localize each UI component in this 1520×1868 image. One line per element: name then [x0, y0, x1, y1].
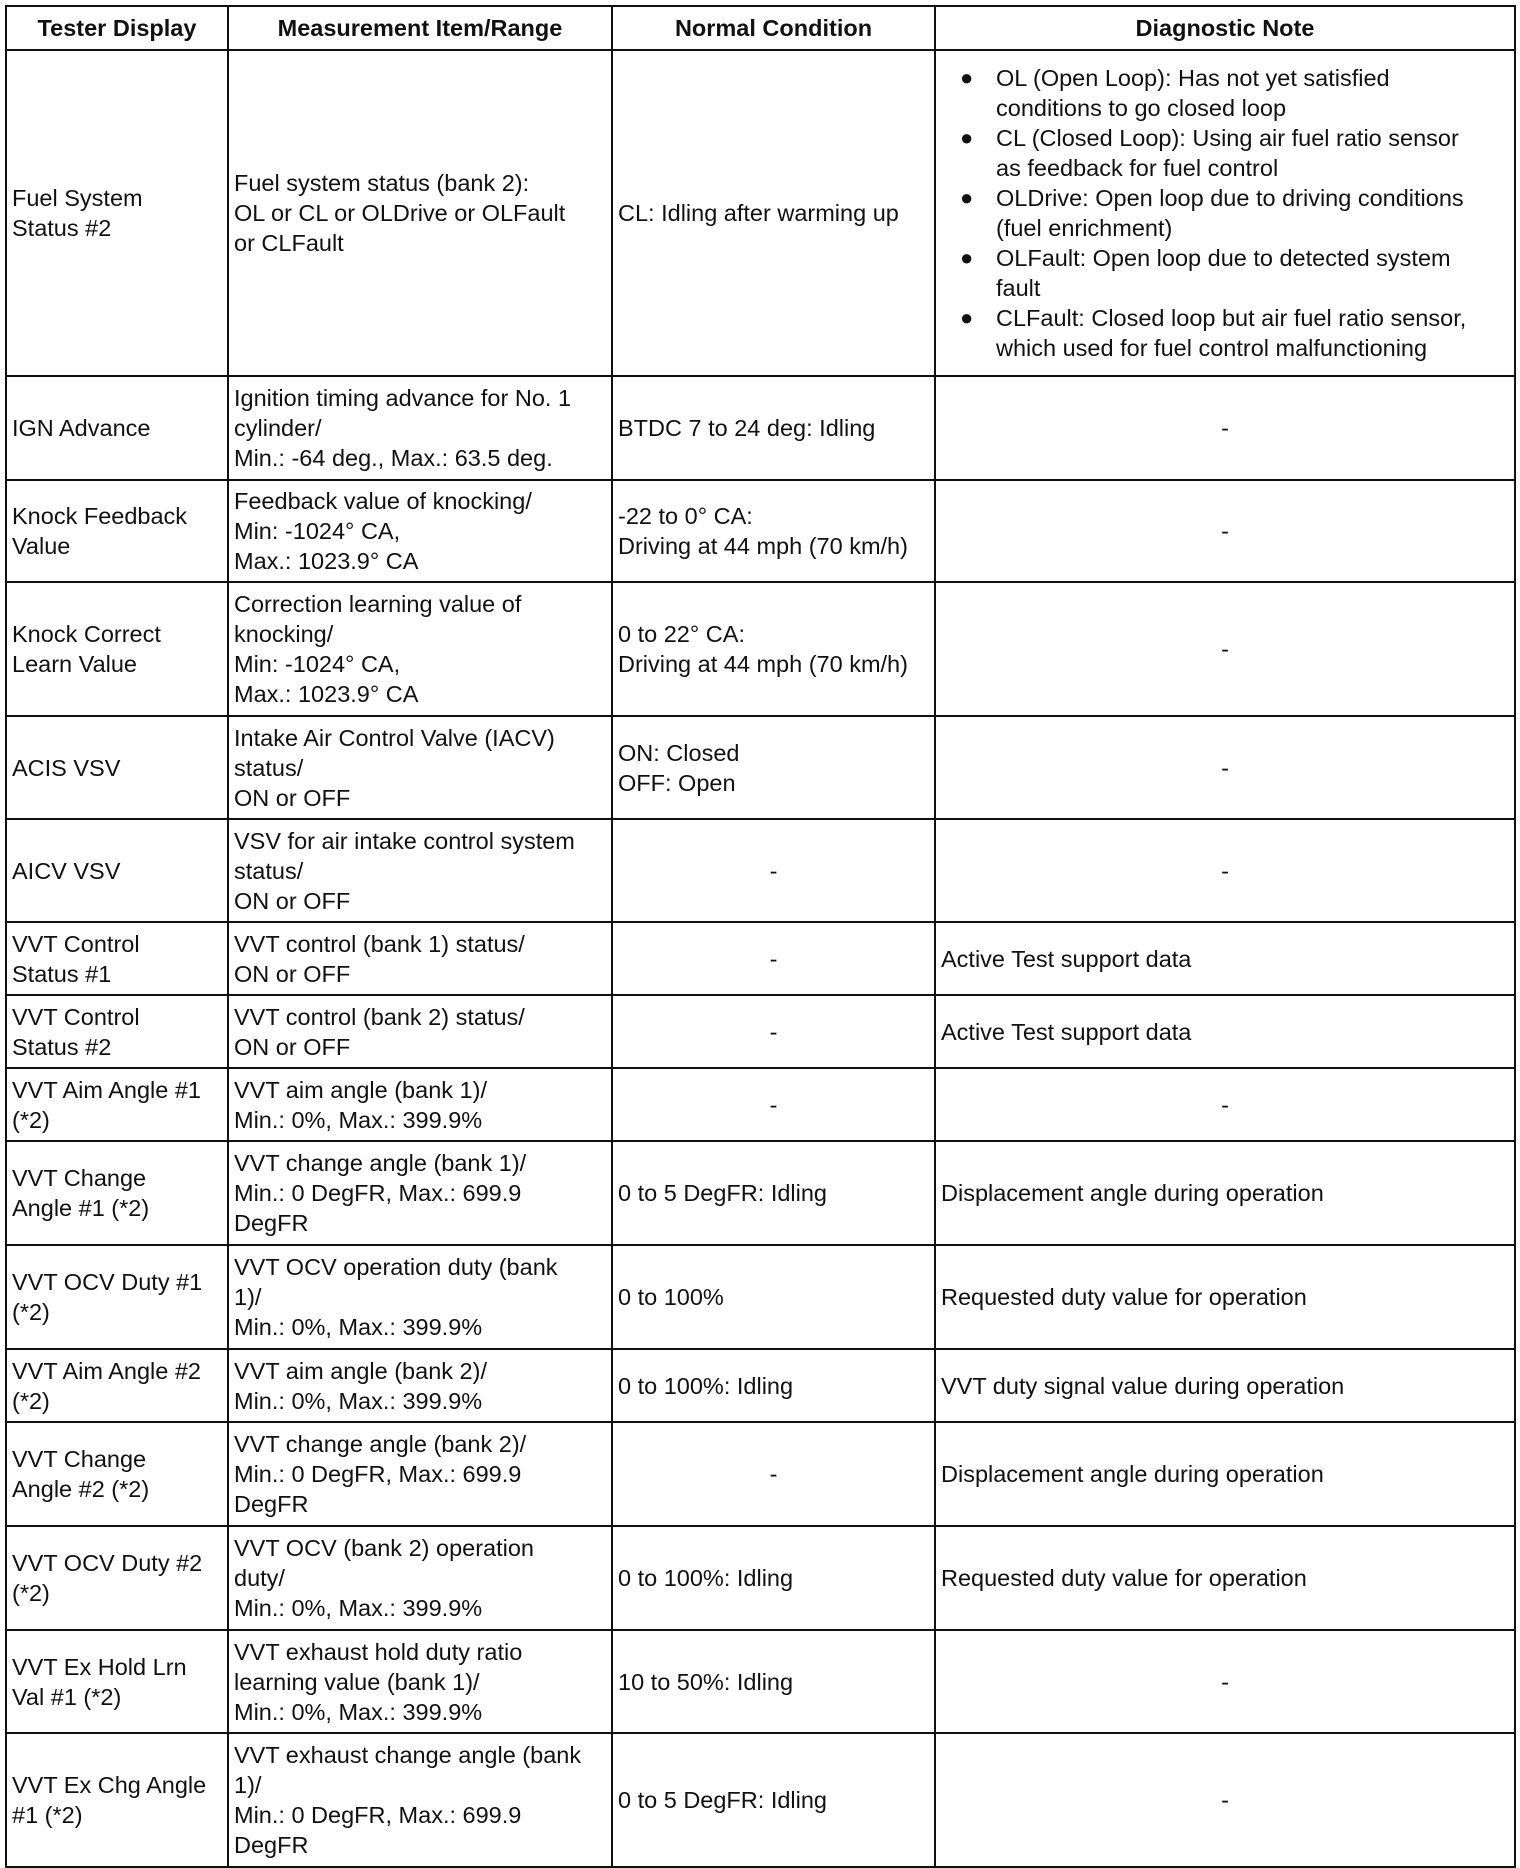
- measurement-item-line: VVT control (bank 2) status/: [234, 1003, 525, 1030]
- measurement-item-line: learning value (bank 1)/: [234, 1668, 480, 1695]
- bullet-item-line: ● OL (Open Loop): Has not yet satisfied: [996, 65, 1390, 91]
- cell-normal-condition: -: [612, 995, 935, 1068]
- table-row: [6, 716, 1515, 819]
- tester-display-line: Value: [12, 533, 71, 559]
- table-row: [6, 1733, 1515, 1867]
- bullet-item: [996, 243, 1509, 303]
- cell-measurement-item: [228, 1630, 612, 1733]
- cell-tester-display: [6, 1141, 228, 1245]
- normal-condition-line: Driving at 44 mph (70 km/h): [618, 533, 908, 559]
- tester-display-line: Status #2: [12, 1033, 112, 1060]
- table-row: [6, 1526, 1515, 1630]
- measurement-item-line: DegFR: [234, 1832, 309, 1858]
- header-normal-condition: Normal Condition: [612, 6, 935, 50]
- table-header: [6, 6, 1515, 50]
- cell-normal-condition: -: [612, 1422, 935, 1526]
- cell-measurement-item: [228, 480, 612, 582]
- measurement-item-line: VVT OCV operation duty (bank: [234, 1254, 558, 1280]
- measurement-item-line: 1)/: [234, 1284, 262, 1310]
- data-list-table: [5, 5, 1516, 1868]
- tester-display-line: (*2): [12, 1106, 50, 1133]
- cell-measurement-item: [228, 582, 612, 716]
- diagnostic-note-list: [941, 63, 1509, 363]
- tester-display-line: Learn Value: [12, 651, 137, 677]
- bullet-item-line: ● CLFault: Closed loop but air fuel ratio sensor,: [996, 305, 1467, 331]
- measurement-item-line: duty/: [234, 1565, 285, 1591]
- cell-diagnostic-note: -: [935, 716, 1515, 819]
- diagnostic-note-line: Displacement angle during operation: [941, 1180, 1324, 1206]
- bullet-item: [996, 303, 1509, 363]
- diagnostic-note-line: Displacement angle during operation: [941, 1461, 1324, 1487]
- tester-display-line: Status #2: [12, 215, 112, 241]
- normal-condition-line: 0 to 100%: Idling: [618, 1372, 794, 1399]
- bullet-item-line: ● OLDrive: Open loop due to driving conditions: [996, 185, 1464, 211]
- cell-measurement-item: [228, 1526, 612, 1630]
- measurement-item-line: status/: [234, 754, 304, 781]
- bullet-item: [996, 63, 1509, 123]
- cell-normal-condition: [612, 582, 935, 716]
- table-row: [6, 1068, 1515, 1141]
- normal-condition-line: 10 to 50%: Idling: [618, 1668, 794, 1695]
- tester-display-line: Angle #2 (*2): [12, 1476, 150, 1502]
- cell-measurement-item: [228, 1349, 612, 1422]
- tester-display-line: Knock Correct: [12, 621, 161, 647]
- tester-display-line: Angle #1 (*2): [12, 1195, 150, 1221]
- cell-measurement-item: [228, 1245, 612, 1349]
- cell-measurement-item: [228, 50, 612, 376]
- tester-display-line: #1 (*2): [12, 1802, 83, 1828]
- tester-display-line: VVT Ex Chg Angle: [12, 1772, 207, 1798]
- cell-normal-condition: -: [612, 1068, 935, 1141]
- normal-condition-line: 0 to 100%: [618, 1284, 724, 1310]
- cell-tester-display: [6, 1526, 228, 1630]
- measurement-item-line: Fuel system status (bank 2):: [234, 170, 530, 196]
- cell-diagnostic-note: [935, 1422, 1515, 1526]
- tester-display-line: VVT OCV Duty #1: [12, 1269, 203, 1295]
- cell-diagnostic-note: -: [935, 582, 1515, 716]
- normal-condition-line: ON: Closed: [618, 739, 740, 766]
- table-row: [6, 995, 1515, 1068]
- measurement-item-line: Min.: 0 DegFR, Max.: 699.9: [234, 1461, 522, 1487]
- cell-measurement-item: [228, 819, 612, 922]
- measurement-item-line: VVT aim angle (bank 2)/: [234, 1357, 487, 1384]
- measurement-item-line: ON or OFF: [234, 1033, 351, 1060]
- normal-condition-line: OFF: Open: [618, 769, 736, 796]
- tester-display-line: (*2): [12, 1580, 50, 1606]
- cell-diagnostic-note: [935, 50, 1515, 376]
- cell-diagnostic-note: [935, 922, 1515, 995]
- cell-measurement-item: [228, 995, 612, 1068]
- measurement-item-line: DegFR: [234, 1491, 309, 1517]
- tester-display-line: (*2): [12, 1299, 50, 1325]
- measurement-item-line: Min.: 0 DegFR, Max.: 699.9: [234, 1802, 522, 1828]
- cell-diagnostic-note: -: [935, 819, 1515, 922]
- tester-display-line: Val #1 (*2): [12, 1683, 122, 1710]
- measurement-item-line: knocking/: [234, 621, 334, 647]
- cell-diagnostic-note: [935, 1349, 1515, 1422]
- measurement-item-line: VVT exhaust hold duty ratio: [234, 1638, 523, 1665]
- measurement-item-line: Min.: 0%, Max.: 399.9%: [234, 1387, 483, 1414]
- measurement-item-line: VVT change angle (bank 2)/: [234, 1431, 527, 1457]
- bullet-item-line: fault: [996, 275, 1041, 301]
- cell-tester-display: [6, 819, 228, 922]
- cell-normal-condition: [612, 1526, 935, 1630]
- table-row: [6, 922, 1515, 995]
- normal-condition-line: Driving at 44 mph (70 km/h): [618, 651, 908, 677]
- cell-tester-display: [6, 582, 228, 716]
- tester-display-line: ACIS VSV: [12, 754, 121, 781]
- normal-condition-line: 0 to 5 DegFR: Idling: [618, 1787, 827, 1813]
- cell-normal-condition: [612, 50, 935, 376]
- normal-condition-line: 0 to 100%: Idling: [618, 1565, 794, 1591]
- diagnostic-note-line: Active Test support data: [941, 945, 1192, 972]
- cell-measurement-item: [228, 376, 612, 480]
- cell-normal-condition: [612, 1141, 935, 1245]
- measurement-item-line: OL or CL or OLDrive or OLFault: [234, 200, 566, 226]
- bullet-item: [996, 183, 1509, 243]
- measurement-item-line: Max.: 1023.9° CA: [234, 548, 419, 574]
- measurement-item-line: DegFR: [234, 1210, 309, 1236]
- table-body: [6, 50, 1515, 1867]
- measurement-item-line: Min.: 0%, Max.: 399.9%: [234, 1698, 483, 1725]
- header-tester-display: Tester Display: [6, 6, 228, 50]
- cell-tester-display: [6, 1245, 228, 1349]
- cell-normal-condition: [612, 1630, 935, 1733]
- measurement-item-line: Min.: 0%, Max.: 399.9%: [234, 1314, 483, 1340]
- cell-diagnostic-note: -: [935, 480, 1515, 582]
- measurement-item-line: Min: -1024° CA,: [234, 651, 401, 677]
- cell-normal-condition: [612, 376, 935, 480]
- tester-display-line: VVT Control: [12, 1003, 140, 1030]
- table-row: [6, 50, 1515, 376]
- tester-display-line: VVT Ex Hold Lrn: [12, 1653, 187, 1680]
- measurement-item-line: Ignition timing advance for No. 1: [234, 385, 572, 411]
- cell-diagnostic-note: [935, 1526, 1515, 1630]
- measurement-item-line: VVT aim angle (bank 1)/: [234, 1076, 487, 1103]
- cell-measurement-item: [228, 1422, 612, 1526]
- tester-display-line: VVT OCV Duty #2: [12, 1550, 203, 1576]
- measurement-item-line: Min.: 0%, Max.: 399.9%: [234, 1595, 483, 1621]
- cell-diagnostic-note: -: [935, 1630, 1515, 1733]
- cell-diagnostic-note: [935, 995, 1515, 1068]
- measurement-item-line: VVT exhaust change angle (bank: [234, 1742, 582, 1768]
- measurement-item-line: ON or OFF: [234, 960, 351, 987]
- tester-display-line: Status #1: [12, 960, 112, 987]
- cell-diagnostic-note: -: [935, 1068, 1515, 1141]
- cell-normal-condition: [612, 1245, 935, 1349]
- cell-tester-display: [6, 995, 228, 1068]
- tester-display-line: Knock Feedback: [12, 503, 188, 529]
- measurement-item-line: Intake Air Control Valve (IACV): [234, 724, 555, 751]
- measurement-item-line: Max.: 1023.9° CA: [234, 681, 419, 707]
- cell-tester-display: [6, 1733, 228, 1867]
- cell-tester-display: [6, 50, 228, 376]
- cell-normal-condition: [612, 716, 935, 819]
- table-row: [6, 376, 1515, 480]
- bullet-item-line: ● OLFault: Open loop due to detected system: [996, 245, 1451, 271]
- cell-tester-display: [6, 716, 228, 819]
- tester-display-line: VVT Change: [12, 1165, 147, 1191]
- cell-normal-condition: [612, 1349, 935, 1422]
- cell-measurement-item: [228, 716, 612, 819]
- table-row: [6, 1630, 1515, 1733]
- cell-diagnostic-note: -: [935, 376, 1515, 480]
- measurement-item-line: Min.: 0%, Max.: 399.9%: [234, 1106, 483, 1133]
- cell-normal-condition: -: [612, 922, 935, 995]
- bullet-item: [996, 123, 1509, 183]
- header-diagnostic-note: Diagnostic Note: [935, 6, 1515, 50]
- cell-tester-display: [6, 1630, 228, 1733]
- bullet-item-line: which used for fuel control malfunctioning: [996, 335, 1428, 361]
- cell-tester-display: [6, 922, 228, 995]
- cell-tester-display: [6, 480, 228, 582]
- table-row: [6, 480, 1515, 582]
- tester-display-line: (*2): [12, 1387, 50, 1414]
- measurement-item-line: ON or OFF: [234, 784, 351, 811]
- measurement-item-line: ON or OFF: [234, 887, 351, 914]
- bullet-item-line: conditions to go closed loop: [996, 95, 1287, 121]
- measurement-item-line: Min.: 0 DegFR, Max.: 699.9: [234, 1180, 522, 1206]
- cell-normal-condition: [612, 1733, 935, 1867]
- diagnostic-note-line: Active Test support data: [941, 1018, 1192, 1045]
- table-row: [6, 1141, 1515, 1245]
- tester-display-line: VVT Aim Angle #1: [12, 1076, 201, 1103]
- measurement-item-line: Min: -1024° CA,: [234, 518, 401, 544]
- measurement-item-line: status/: [234, 857, 304, 884]
- tester-display-line: VVT Aim Angle #2: [12, 1357, 201, 1384]
- measurement-item-line: Feedback value of knocking/: [234, 488, 532, 514]
- measurement-item-line: VVT OCV (bank 2) operation: [234, 1535, 534, 1561]
- diagnostic-note-line: VVT duty signal value during operation: [941, 1372, 1345, 1399]
- cell-measurement-item: [228, 1068, 612, 1141]
- measurement-item-line: Correction learning value of: [234, 591, 522, 617]
- measurement-item-line: VVT control (bank 1) status/: [234, 930, 525, 957]
- diagnostic-note-line: Requested duty value for operation: [941, 1565, 1307, 1591]
- tester-display-line: VVT Control: [12, 930, 140, 957]
- cell-diagnostic-note: [935, 1245, 1515, 1349]
- normal-condition-line: -22 to 0° CA:: [618, 503, 753, 529]
- cell-tester-display: [6, 1068, 228, 1141]
- cell-measurement-item: [228, 922, 612, 995]
- measurement-item-line: cylinder/: [234, 415, 322, 441]
- cell-normal-condition: [612, 480, 935, 582]
- normal-condition-line: CL: Idling after warming up: [618, 200, 899, 226]
- normal-condition-line: BTDC 7 to 24 deg: Idling: [618, 415, 876, 441]
- measurement-item-line: VSV for air intake control system: [234, 827, 575, 854]
- normal-condition-line: 0 to 22° CA:: [618, 621, 745, 647]
- header-row: [6, 6, 1515, 50]
- measurement-item-line: Min.: -64 deg., Max.: 63.5 deg.: [234, 445, 553, 471]
- table-row: [6, 1422, 1515, 1526]
- tester-display-line: Fuel System: [12, 185, 143, 211]
- table-row: [6, 1349, 1515, 1422]
- measurement-item-line: or CLFault: [234, 230, 344, 256]
- measurement-item-line: VVT change angle (bank 1)/: [234, 1150, 527, 1176]
- diagnostic-note-line: Requested duty value for operation: [941, 1284, 1307, 1310]
- bullet-item-line: (fuel enrichment): [996, 215, 1173, 241]
- tester-display-line: VVT Change: [12, 1446, 147, 1472]
- cell-diagnostic-note: [935, 1141, 1515, 1245]
- cell-measurement-item: [228, 1141, 612, 1245]
- table-row: [6, 819, 1515, 922]
- normal-condition-line: 0 to 5 DegFR: Idling: [618, 1180, 827, 1206]
- cell-measurement-item: [228, 1733, 612, 1867]
- cell-normal-condition: -: [612, 819, 935, 922]
- measurement-item-line: 1)/: [234, 1772, 262, 1798]
- cell-tester-display: [6, 376, 228, 480]
- cell-diagnostic-note: -: [935, 1733, 1515, 1867]
- bullet-item-line: as feedback for fuel control: [996, 155, 1279, 181]
- tester-display-line: AICV VSV: [12, 857, 121, 884]
- cell-tester-display: [6, 1422, 228, 1526]
- header-measurement-item: Measurement Item/Range: [228, 6, 612, 50]
- table-row: [6, 1245, 1515, 1349]
- cell-tester-display: [6, 1349, 228, 1422]
- table-row: [6, 582, 1515, 716]
- tester-display-line: IGN Advance: [12, 415, 151, 441]
- bullet-item-line: ● CL (Closed Loop): Using air fuel ratio sensor: [996, 125, 1459, 151]
